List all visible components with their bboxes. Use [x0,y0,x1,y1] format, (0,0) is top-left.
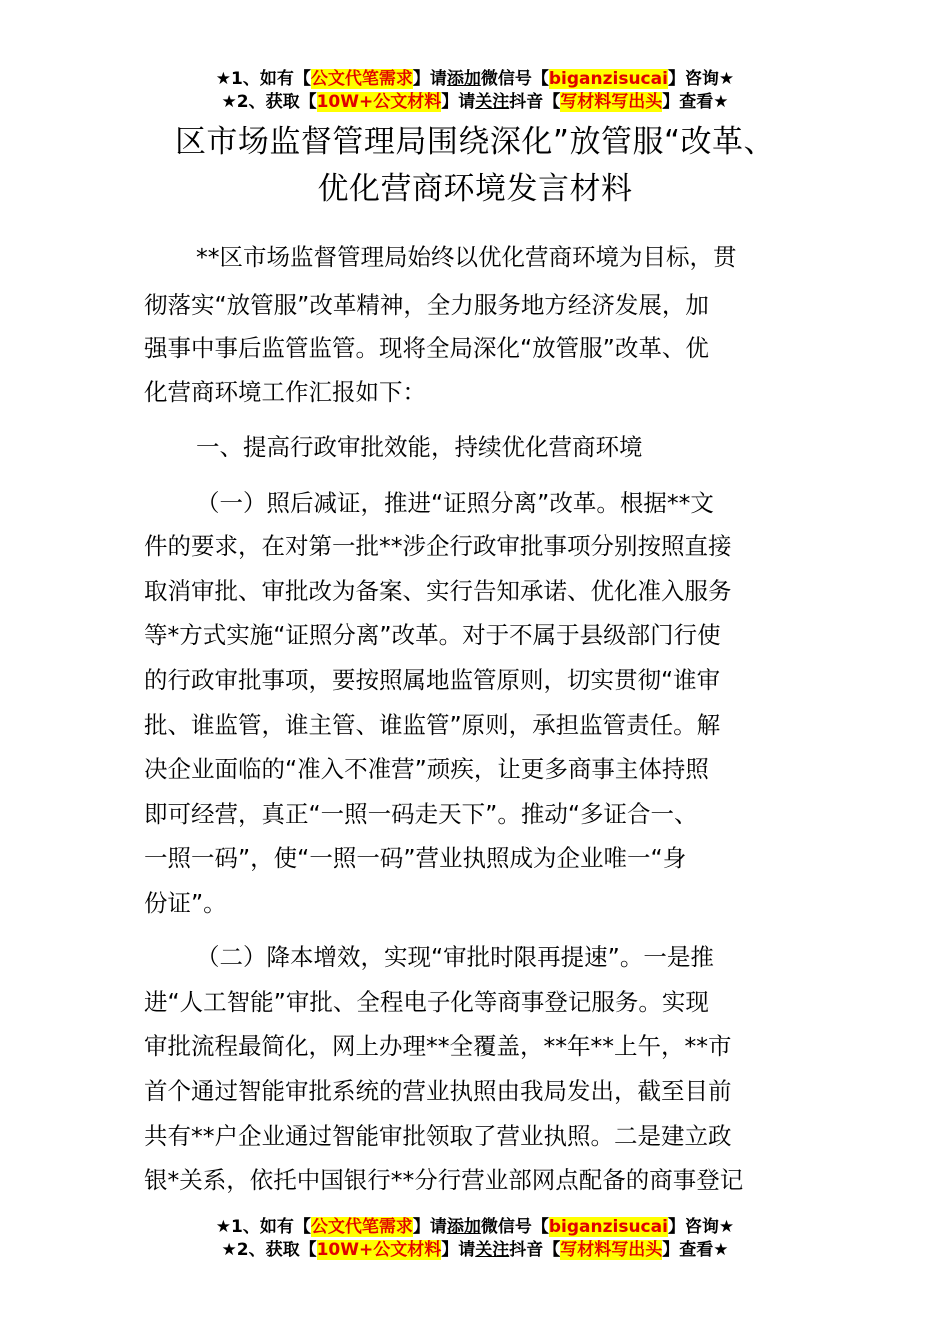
banner-text: 】查看★ [662,1240,729,1260]
banner-text: 】咨询★ [667,69,735,89]
body-line: 一照一码”，使“一照一码”营业执照成为企业唯一“身 [144,844,687,872]
banner-text: ★2、获取【 [221,1240,317,1260]
banner-highlight: biganzisucai [548,1217,668,1237]
banner-text: 微信号【 [480,69,549,89]
banner-text: 】请 [441,1240,476,1260]
banner-highlight: 10W+公文材料 [316,92,442,112]
footer-banner [0,1216,950,1262]
banner-highlight: 公文代笔需求 [310,69,413,89]
body-line: （二）降本增效，实现“审批时限再提速”。一是推 [196,943,714,971]
body-line: 强事中事后监管监管。现将全局深化“放管服”改革、优 [144,334,709,362]
body-line: 一、提高行政审批效能，持续优化营商环境 [196,433,643,461]
header-banner [0,68,950,114]
banner-line-2 [0,91,950,114]
body-line: **区市场监督管理局始终以优化营商环境为目标，贯 [196,243,737,271]
body-line: 首个通过智能审批系统的营业执照由我局发出，截至目前 [144,1077,732,1105]
banner-underlined: 关注 [475,1240,510,1260]
banner-text: ★1、如有【 [215,1217,311,1237]
banner-underlined: 添加 [446,1217,481,1237]
document-title-line-2: 优化营商环境发言材料 [317,171,633,207]
body-line: 批、谁监管，谁主管、谁监管”原则，承担监管责任。解 [144,711,721,739]
body-line: 的行政审批事项，要按照属地监管原则，切实贯彻“谁审 [144,666,721,694]
body-line: 审批流程最简化，网上办理**全覆盖，**年**上午，**市 [144,1032,732,1060]
body-line: 等*方式实施“证照分离”改革。对于不属于县级部门行使 [144,621,721,649]
body-line: 决企业面临的“准入不准营”顽疾，让更多商事主体持照 [144,755,709,783]
banner-text: 】咨询★ [667,1217,735,1237]
banner-line-2 [0,1239,950,1262]
body-line: 彻落实“放管服”改革精神，全力服务地方经济发展，加 [144,291,709,319]
body-line: 份证”。 [144,889,227,917]
banner-text: 抖音【 [509,1240,561,1260]
banner-text: 微信号【 [480,1217,549,1237]
banner-text: 】查看★ [662,92,729,112]
body-line: 取消审批、审批改为备案、实行告知承诺、优化准入服务 [144,577,732,605]
banner-underlined: 添加 [446,69,481,89]
banner-text: 】请 [441,92,476,112]
banner-highlight: 10W+公文材料 [316,1240,442,1260]
body-line: （一）照后减证，推进“证照分离”改革。根据**文 [196,489,714,517]
body-line: 件的要求，在对第一批**涉企行政审批事项分别按照直接 [144,532,732,560]
banner-text: 抖音【 [509,92,561,112]
banner-underlined: 关注 [475,92,510,112]
banner-highlight: 写材料写出头 [560,1240,663,1260]
banner-text: 】请 [412,1217,447,1237]
banner-highlight: 写材料写出头 [560,92,663,112]
banner-highlight: biganzisucai [548,69,668,89]
body-line: 进“人工智能”审批、全程电子化等商事登记服务。实现 [144,988,709,1016]
body-line: 银*关系，依托中国银行**分行营业部网点配备的商事登记 [144,1166,744,1194]
banner-text: ★1、如有【 [215,69,311,89]
banner-highlight: 公文代笔需求 [310,1217,413,1237]
banner-text: 】请 [412,69,447,89]
banner-text: ★2、获取【 [221,92,317,112]
body-line: 即可经营，真正“一照一码走天下”。推动“多证合一、 [144,800,698,828]
document-title-line-1: 区市场监督管理局围绕深化”放管服“改革、 [174,124,776,160]
banner-line-1 [0,68,950,91]
body-line: 化营商环境工作汇报如下： [144,378,426,406]
body-line: 共有**户企业通过智能审批领取了营业执照。二是建立政 [144,1122,732,1150]
banner-line-1 [0,1216,950,1239]
